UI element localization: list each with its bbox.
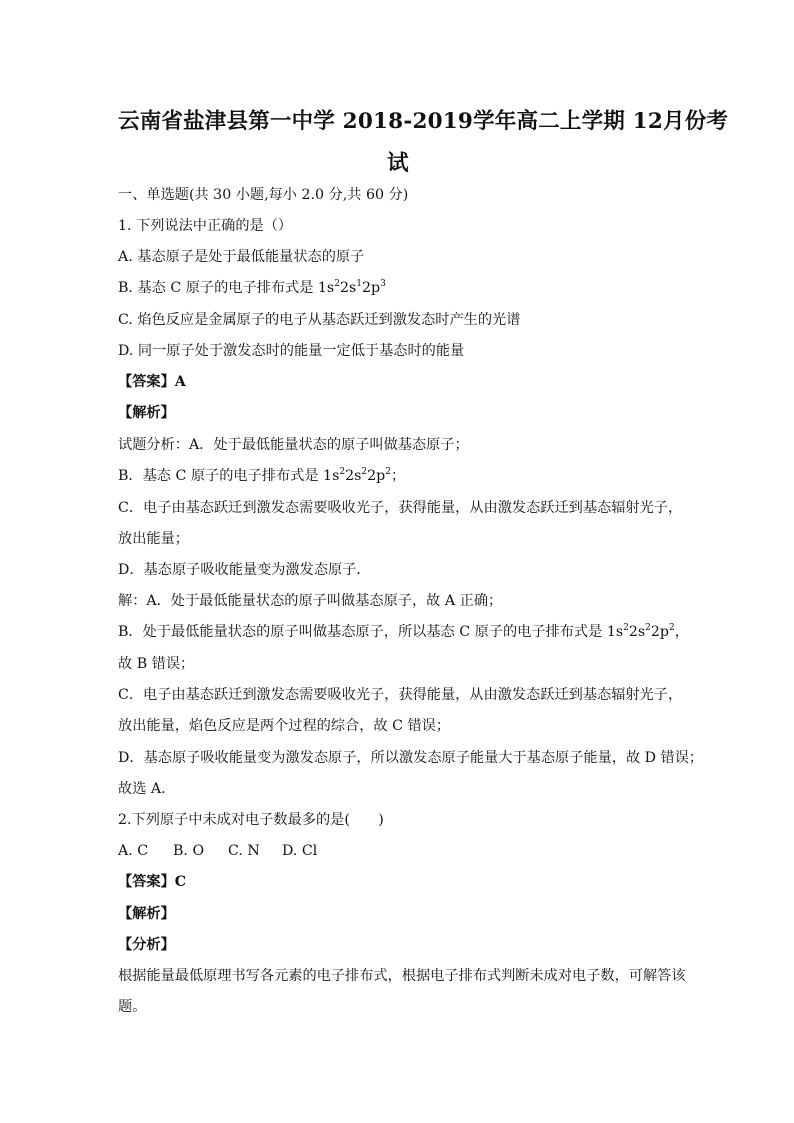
superscript: 2 [623, 623, 629, 633]
superscript: 3 [380, 279, 386, 289]
q1-stem: 1. 下列说法中正确的是（） [118, 218, 293, 234]
superscript: 2 [339, 467, 346, 477]
superscript: 2 [645, 623, 651, 633]
q1-option-b [118, 278, 386, 298]
q1-option-a: A. 基态原子是处于最低能量状态的原子 [118, 249, 365, 265]
q1-solution-b-text: B．处于最低能量状态的原子叫做基态原子，所以基态 C 原子的电子排布式是 1s [118, 624, 624, 640]
q1-solution-b-text: 2p [650, 624, 670, 640]
superscript: 2 [385, 467, 391, 477]
q2-options [118, 841, 317, 861]
q1-analysis-b [118, 466, 405, 486]
q1-option-d: D. 同一原子处于激发态时的能量一定低于基态时的能量 [118, 343, 465, 359]
q1-analysis-b-text: B．基态 C 原子的电子排布式是 1s [118, 468, 340, 484]
q1-answer: 【答案】A [118, 374, 186, 390]
superscript: 2 [361, 467, 368, 477]
q1-solution-b-text: ， [674, 624, 689, 640]
q1-conclusion: 故选 A． [118, 781, 176, 797]
q1-analysis-d: D．基态原子吸收能量变为激发态原子． [118, 562, 371, 578]
q1-analysis-c-line1: C．电子由基态跃迁到激发态需要吸收光子，获得能量，从由激发态跃迁到基态辐射光子， [118, 500, 683, 516]
q1-solution-b-line2: 故 B 错误； [118, 656, 195, 672]
q2-option-d: D. Cl [282, 843, 318, 859]
q1-analysis-intro: 试题分析：A．处于最低能量状态的原子叫做基态原子； [118, 437, 469, 453]
q1-analysis-b-text: 2p [367, 468, 386, 484]
superscript: 2 [669, 623, 675, 633]
document-title-line1: 云南省盐津县第一中学 2018-2019学年高二上学期 12月份考 [118, 109, 729, 134]
q1-option-c: C. 焰色反应是金属原子的电子从基态跃迁到激发态时产生的光谱 [118, 312, 521, 328]
q1-solution-a: 解：A．处于最低能量状态的原子叫做基态原子，故 A 正确； [118, 593, 503, 609]
q2-fenxi-line2: 题。 [118, 999, 147, 1015]
q1-option-b-text: B. 基态 C 原子的电子排布式是 1s [118, 280, 335, 296]
document-title-line2: 试 [387, 151, 409, 176]
q2-stem: 2.下列原子中未成对电子数最多的是( ) [118, 812, 384, 828]
q2-option-a: A. C [118, 843, 149, 859]
q2-fenxi-header: 【分析】 [118, 937, 175, 953]
superscript: 1 [356, 279, 362, 289]
q2-answer: 【答案】C [118, 874, 187, 890]
q1-option-b-text: 2p [361, 280, 381, 296]
q1-analysis-c-line2: 放出能量； [118, 531, 189, 547]
q1-solution-b [118, 622, 689, 642]
q1-analysis-header: 【解析】 [118, 405, 175, 421]
q1-solution-d: D．基态原子吸收能量变为激发态原子，所以激发态原子能量大于基态原子能量，故 D 错误； [118, 750, 704, 766]
section-header: 一、单选题(共 30 小题,每小 2.0 分,共 60 分) [118, 187, 409, 203]
q1-solution-b-text: 2s [628, 624, 646, 640]
q1-solution-c-line1: C．电子由基态跃迁到激发态需要吸收光子，获得能量，从由激发态跃迁到基态辐射光子， [118, 687, 683, 703]
superscript: 2 [334, 279, 340, 289]
q2-fenxi-line1: 根据能量最低原理书写各元素的电子排布式，根据电子排布式判断未成对电子数，可解答该 [118, 968, 686, 984]
q1-solution-c-line2: 放出能量，焰色反应是两个过程的综合，故 C 错误； [118, 718, 451, 734]
q2-option-b: B. O [173, 843, 205, 859]
q2-option-c: C. N [228, 843, 260, 859]
q1-analysis-b-text: ； [391, 468, 406, 484]
q1-option-b-text: 2s [339, 280, 357, 296]
q1-analysis-b-text: 2s [345, 468, 362, 484]
q2-analysis-header: 【解析】 [118, 906, 175, 922]
